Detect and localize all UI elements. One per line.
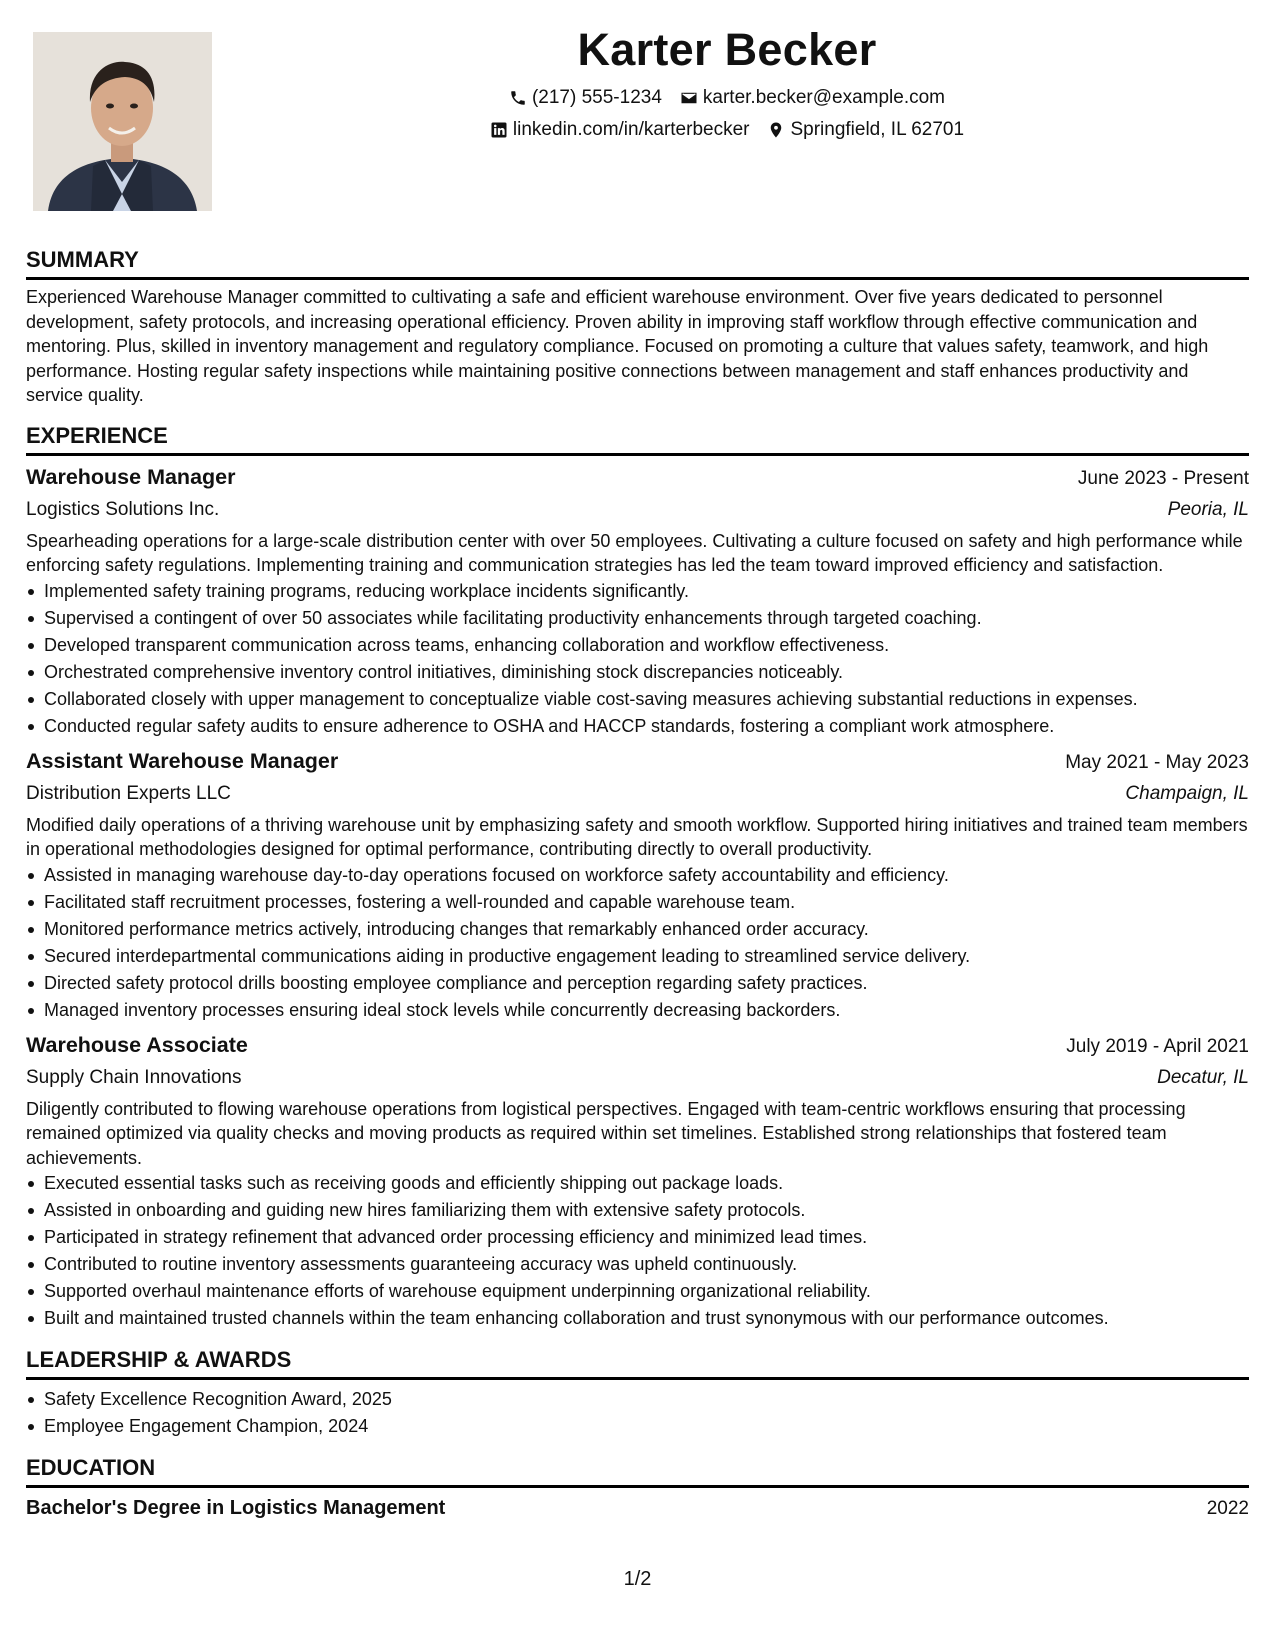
bullet-item: Participated in strategy refinement that advanced order processing efficiency and minimized lead times.: [44, 1224, 1249, 1251]
summary-section: [26, 246, 1249, 408]
resume-header: [212, 22, 1242, 142]
job-title: Warehouse Manager: [26, 464, 236, 489]
degree-name: Bachelor's Degree in Logistics Management: [26, 1497, 446, 1519]
linkedin-icon: [490, 121, 508, 139]
location-text: Springfield, IL 62701: [790, 119, 965, 140]
summary-text: Experienced Warehouse Manager committed to cultivating a safe and efficient warehouse environment. Over five years dedicated to personnel development, safety protocols, and increasing operational efficiency. Proven ability in improving staff workflow through effective communication and mentoring. Plus, skilled in inventory management and regulatory compliance. Focused on promoting a culture that values safety, teamwork, and high performance. Hosting regular safety inspections while maintaining positive connections between management and staff enhances productivity and service quality.: [26, 287, 1209, 405]
job-bullets: [26, 862, 1249, 1024]
phone-text: (217) 555-1234: [531, 87, 662, 108]
job-entry: [26, 462, 1249, 740]
section-title-education: EDUCATION: [26, 1454, 1249, 1488]
experience-section: [26, 422, 1249, 1333]
job-entry: [26, 746, 1249, 1024]
bullet-item: Conducted regular safety audits to ensure adherence to OSHA and HACCP standards, fostering a compliant work atmosphere.: [44, 713, 1249, 740]
award-item: Safety Excellence Recognition Award, 2025: [44, 1386, 1249, 1413]
section-title-experience: EXPERIENCE: [26, 422, 1249, 456]
job-dates: June 2023 - Present: [1077, 467, 1249, 489]
job-company: Supply Chain Innovations: [26, 1066, 242, 1088]
job-company: Distribution Experts LLC: [26, 782, 231, 804]
bullet-item: Facilitated staff recruitment processes, fostering a well-rounded and capable warehouse team.: [44, 889, 1249, 916]
linkedin-text: linkedin.com/in/karterbecker: [512, 119, 750, 140]
email-text: karter.becker@example.com: [702, 87, 946, 108]
job-location: Champaign, IL: [1125, 782, 1249, 804]
profile-photo-illustration: [33, 32, 212, 211]
education-section: [26, 1454, 1249, 1524]
job-description: Spearheading operations for a large-scale distribution center with over 50 employees. Cultivating a culture focused on safety and high performance while enforcing safety regulations. Implementing training and communication strategies has led the team toward improved efficiency and satisfaction.: [26, 530, 1243, 575]
education-entry: [26, 1493, 1249, 1524]
linkedin-contact[interactable]: [490, 118, 750, 142]
bullet-item: Developed transparent communication across teams, enhancing collaboration and workflow effectiveness.: [44, 632, 1249, 659]
contact-line-1: [212, 86, 1242, 110]
degree-year: 2022: [1206, 1498, 1249, 1519]
job-description: Modified daily operations of a thriving warehouse unit by emphasizing safety and smooth workflow. Supported hiring initiatives and trained team members in operational methodologies designed for optimal performance, contributing directly to overall productivity.: [26, 814, 1248, 859]
resume-body: [26, 246, 1249, 1538]
bullet-item: Supported overhaul maintenance efforts of warehouse equipment underpinning organizational reliability.: [44, 1278, 1249, 1305]
bullet-item: Supervised a contingent of over 50 associates while facilitating productivity enhancements through targeted coaching.: [44, 605, 1249, 632]
award-list: [26, 1386, 1249, 1440]
job-bullets: [26, 1170, 1249, 1332]
bullet-item: Executed essential tasks such as receiving goods and efficiently shipping out package loads.: [44, 1170, 1249, 1197]
bullet-item: Directed safety protocol drills boosting employee compliance and perception regarding safety practices.: [44, 970, 1249, 997]
bullet-item: Implemented safety training programs, reducing workplace incidents significantly.: [44, 578, 1249, 605]
award-item: Employee Engagement Champion, 2024: [44, 1413, 1249, 1440]
job-dates: May 2021 - May 2023: [1065, 751, 1249, 773]
bullet-item: Monitored performance metrics actively, introducing changes that remarkably enhanced order accuracy.: [44, 916, 1249, 943]
bullet-item: Assisted in managing warehouse day-to-day operations focused on workforce safety accountability and efficiency.: [44, 862, 1249, 889]
job-location: Peoria, IL: [1167, 498, 1249, 520]
bullet-item: Managed inventory processes ensuring ideal stock levels while concurrently decreasing backorders.: [44, 997, 1249, 1024]
job-company: Logistics Solutions Inc.: [26, 498, 220, 520]
phone-contact[interactable]: [509, 86, 662, 110]
job-title: Assistant Warehouse Manager: [26, 748, 339, 773]
page-number: 1/2: [623, 1568, 652, 1590]
bullet-item: Secured interdepartmental communications aiding in productive engagement leading to streamlined service delivery.: [44, 943, 1249, 970]
job-title: Warehouse Associate: [26, 1032, 248, 1057]
bullet-item: Built and maintained trusted channels within the team enhancing collaboration and trust synonymous with our performance outcomes.: [44, 1305, 1249, 1332]
bullet-item: Orchestrated comprehensive inventory control initiatives, diminishing stock discrepancies noticeably.: [44, 659, 1249, 686]
contact-line-2: [212, 118, 1242, 142]
job-description: Diligently contributed to flowing warehouse operations from logistical perspectives. Engaged with team-centric workflows ensuring that processing remained optimized via quality checks and moving products as required within set timelines. Established strong relationships that fostered team achievements.: [26, 1098, 1186, 1168]
leadership-section: [26, 1346, 1249, 1440]
location-contact: [767, 118, 964, 142]
email-contact[interactable]: [680, 86, 945, 110]
bullet-item: Collaborated closely with upper management to conceptualize viable cost-saving measures achieving substantial reductions in expenses.: [44, 686, 1249, 713]
job-location: Decatur, IL: [1157, 1066, 1249, 1088]
job-dates: July 2019 - April 2021: [1066, 1035, 1249, 1057]
job-entry: [26, 1030, 1249, 1333]
map-marker-icon: [767, 121, 785, 139]
profile-photo: [33, 32, 212, 211]
phone-icon: [509, 89, 527, 107]
bullet-item: Assisted in onboarding and guiding new hires familiarizing them with extensive safety protocols.: [44, 1197, 1249, 1224]
candidate-name: Karter Becker: [577, 24, 877, 75]
job-bullets: [26, 578, 1249, 740]
envelope-icon: [680, 89, 698, 107]
section-title-leadership: LEADERSHIP & AWARDS: [26, 1346, 1249, 1380]
section-title-summary: SUMMARY: [26, 246, 1249, 280]
bullet-item: Contributed to routine inventory assessments guaranteeing accuracy was upheld continuously.: [44, 1251, 1249, 1278]
